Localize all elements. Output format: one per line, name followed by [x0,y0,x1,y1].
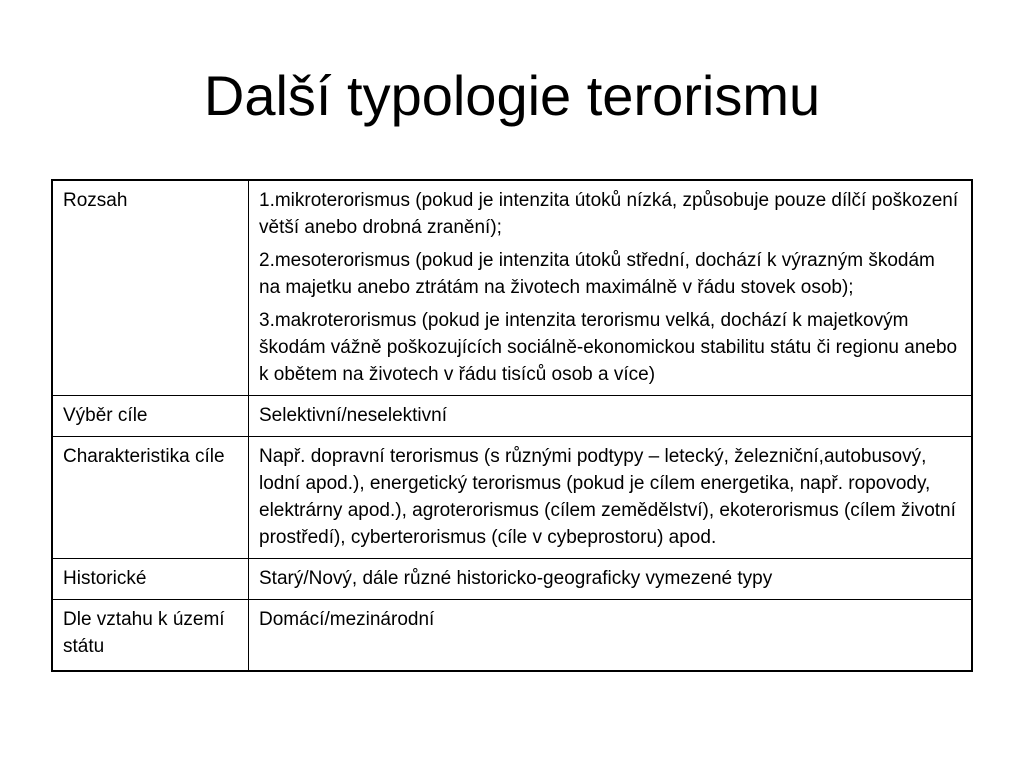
paragraph-text: Selektivní/neselektivní [259,405,447,426]
slide-title: Další typologie terorismu [203,64,821,127]
typology-table [51,179,973,672]
paragraph-mesoterorismus: 2.mesoterorismus (pokud je intenzita útoků střední, dochází k výrazným škodám na majetku anebo ztrátám na životech maximálně v řádu stovek osob); [259,250,935,298]
row-label-vyber-cile: Výběr cíle [52,396,249,437]
table-row [52,559,972,600]
row-content-historicke [249,559,973,600]
paragraph-text: Domácí/mezinárodní [259,609,435,630]
paragraph-text: Starý/Nový, dále různé historicko-geograficky vymezené typy [259,568,773,589]
row-label-charakteristika-cile: Charakteristika cíle [52,437,249,559]
row-label-dle-vztahu: Dle vztahu k území státu [52,600,249,672]
row-content-charakteristika-cile [249,437,973,559]
table-row [52,600,972,672]
table-row [52,396,972,437]
table-row [52,180,972,396]
table-row [52,437,972,559]
row-label-rozsah: Rozsah [52,180,249,396]
row-content-dle-vztahu [249,600,973,672]
row-content-vyber-cile [249,396,973,437]
row-content-rozsah [249,180,973,396]
paragraph-makroterorismus: 3.makroterorismus (pokud je intenzita terorismu velká, dochází k majetkovým škodám vážně poškozujících sociálně-ekonomickou stabilitu státu či regionu anebo k obětem na životech v řádu tisíců osob a více) [259,310,958,385]
paragraph-mikroterorismus: 1.mikroterorismus (pokud je intenzita útoků nízká, způsobuje pouze dílčí poškození větší anebo drobná zranění); [259,190,959,238]
row-label-historicke: Historické [52,559,249,600]
paragraph-text: Např. dopravní terorismus (s různými podtypy – letecký, železniční,autobusový, lodní apod.), energetický terorismus (pokud je cílem energetika, např. ropovody, elektrárny apod.), agroterorismus (cílem zemědělství), ekoterorismus (cílem životní prostředí), cyberterorismus (cíle v cybeprostoru) apod. [259,446,956,548]
